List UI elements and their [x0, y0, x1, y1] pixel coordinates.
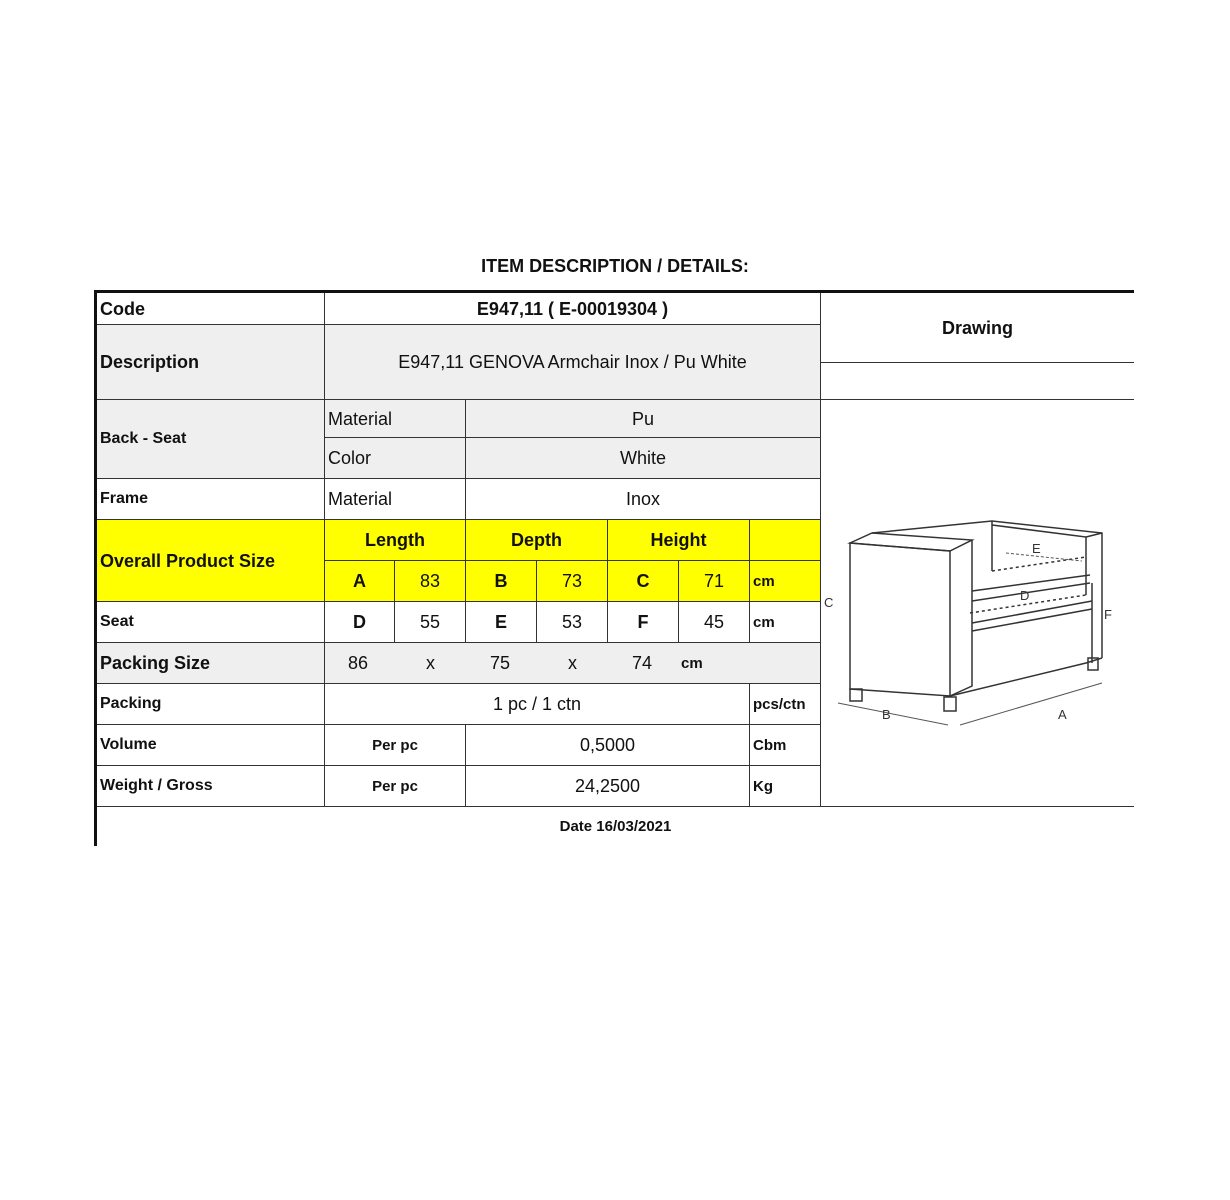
- drawing-letter-e: E: [1032, 541, 1041, 556]
- dim-a-value: 83: [395, 561, 466, 602]
- drawing-letter-d: D: [1020, 588, 1030, 603]
- date-footer: Date 16/03/2021: [97, 807, 1134, 846]
- length-label: Length: [325, 520, 466, 561]
- packing-size-value: [325, 643, 821, 684]
- dim-b-value: 73: [537, 561, 608, 602]
- packing-size-x1: x: [426, 653, 435, 673]
- packing-size-unit: cm: [681, 654, 703, 672]
- dim-e-value: 53: [537, 602, 608, 643]
- dim-c-label: C: [608, 561, 679, 602]
- frame-material-value: Inox: [466, 479, 821, 520]
- back-seat-color-label: Color: [325, 438, 466, 479]
- volume-unit: Cbm: [750, 725, 821, 766]
- seat-unit: cm: [750, 602, 821, 643]
- frame-material-label: Material: [325, 479, 466, 520]
- weight-label: Weight / Gross: [97, 766, 325, 807]
- description-value: E947,11 GENOVA Armchair Inox / Pu White: [325, 325, 821, 400]
- volume-label: Volume: [97, 725, 325, 766]
- weight-unit: Kg: [750, 766, 821, 807]
- drawing-label: Drawing: [821, 293, 1134, 363]
- packing-unit: pcs/ctn: [750, 684, 821, 725]
- page-title: ITEM DESCRIPTION / DETAILS:: [481, 256, 749, 276]
- dim-b-label: B: [466, 561, 537, 602]
- packing-size-width: 75: [490, 653, 511, 673]
- packing-size-length: 86: [348, 653, 369, 673]
- drawing-letter-f: F: [1104, 607, 1112, 622]
- seat-label: Seat: [97, 602, 325, 643]
- back-seat-material-value: Pu: [466, 400, 821, 438]
- dim-d-value: 55: [395, 602, 466, 643]
- height-label: Height: [608, 520, 750, 561]
- back-seat-label: Back - Seat: [97, 400, 325, 479]
- drawing-letter-c: C: [824, 595, 834, 610]
- dim-f-value: 45: [679, 602, 750, 643]
- back-seat-material-label: Material: [325, 400, 466, 438]
- weight-value: 24,2500: [466, 766, 750, 807]
- volume-value: 0,5000: [466, 725, 750, 766]
- dim-e-label: E: [466, 602, 537, 643]
- packing-value: 1 pc / 1 ctn: [325, 684, 750, 725]
- packing-size-x2: x: [568, 653, 577, 673]
- packing-label: Packing: [97, 684, 325, 725]
- overall-size-unit: cm: [750, 561, 821, 602]
- code-value: E947,11 ( E-00019304 ): [325, 293, 821, 325]
- overall-size-blank: [750, 520, 821, 561]
- code-label: Code: [97, 293, 325, 325]
- back-seat-color-value: White: [466, 438, 821, 479]
- item-details-sheet: [94, 290, 1134, 846]
- dim-f-label: F: [608, 602, 679, 643]
- weight-basis: Per pc: [325, 766, 466, 807]
- drawing-spacer: [821, 363, 1134, 400]
- depth-label: Depth: [466, 520, 608, 561]
- dim-d-label: D: [325, 602, 395, 643]
- description-label: Description: [97, 325, 325, 400]
- drawing-letter-b: B: [882, 707, 891, 722]
- dim-a-label: A: [325, 561, 395, 602]
- packing-size-height: 74: [632, 653, 653, 673]
- volume-basis: Per pc: [325, 725, 466, 766]
- drawing-letter-a: A: [1058, 707, 1067, 722]
- armchair-drawing: [824, 513, 1130, 783]
- dim-c-value: 71: [679, 561, 750, 602]
- packing-size-label: Packing Size: [97, 643, 325, 684]
- frame-label: Frame: [97, 479, 325, 520]
- overall-size-label: Overall Product Size: [97, 520, 325, 602]
